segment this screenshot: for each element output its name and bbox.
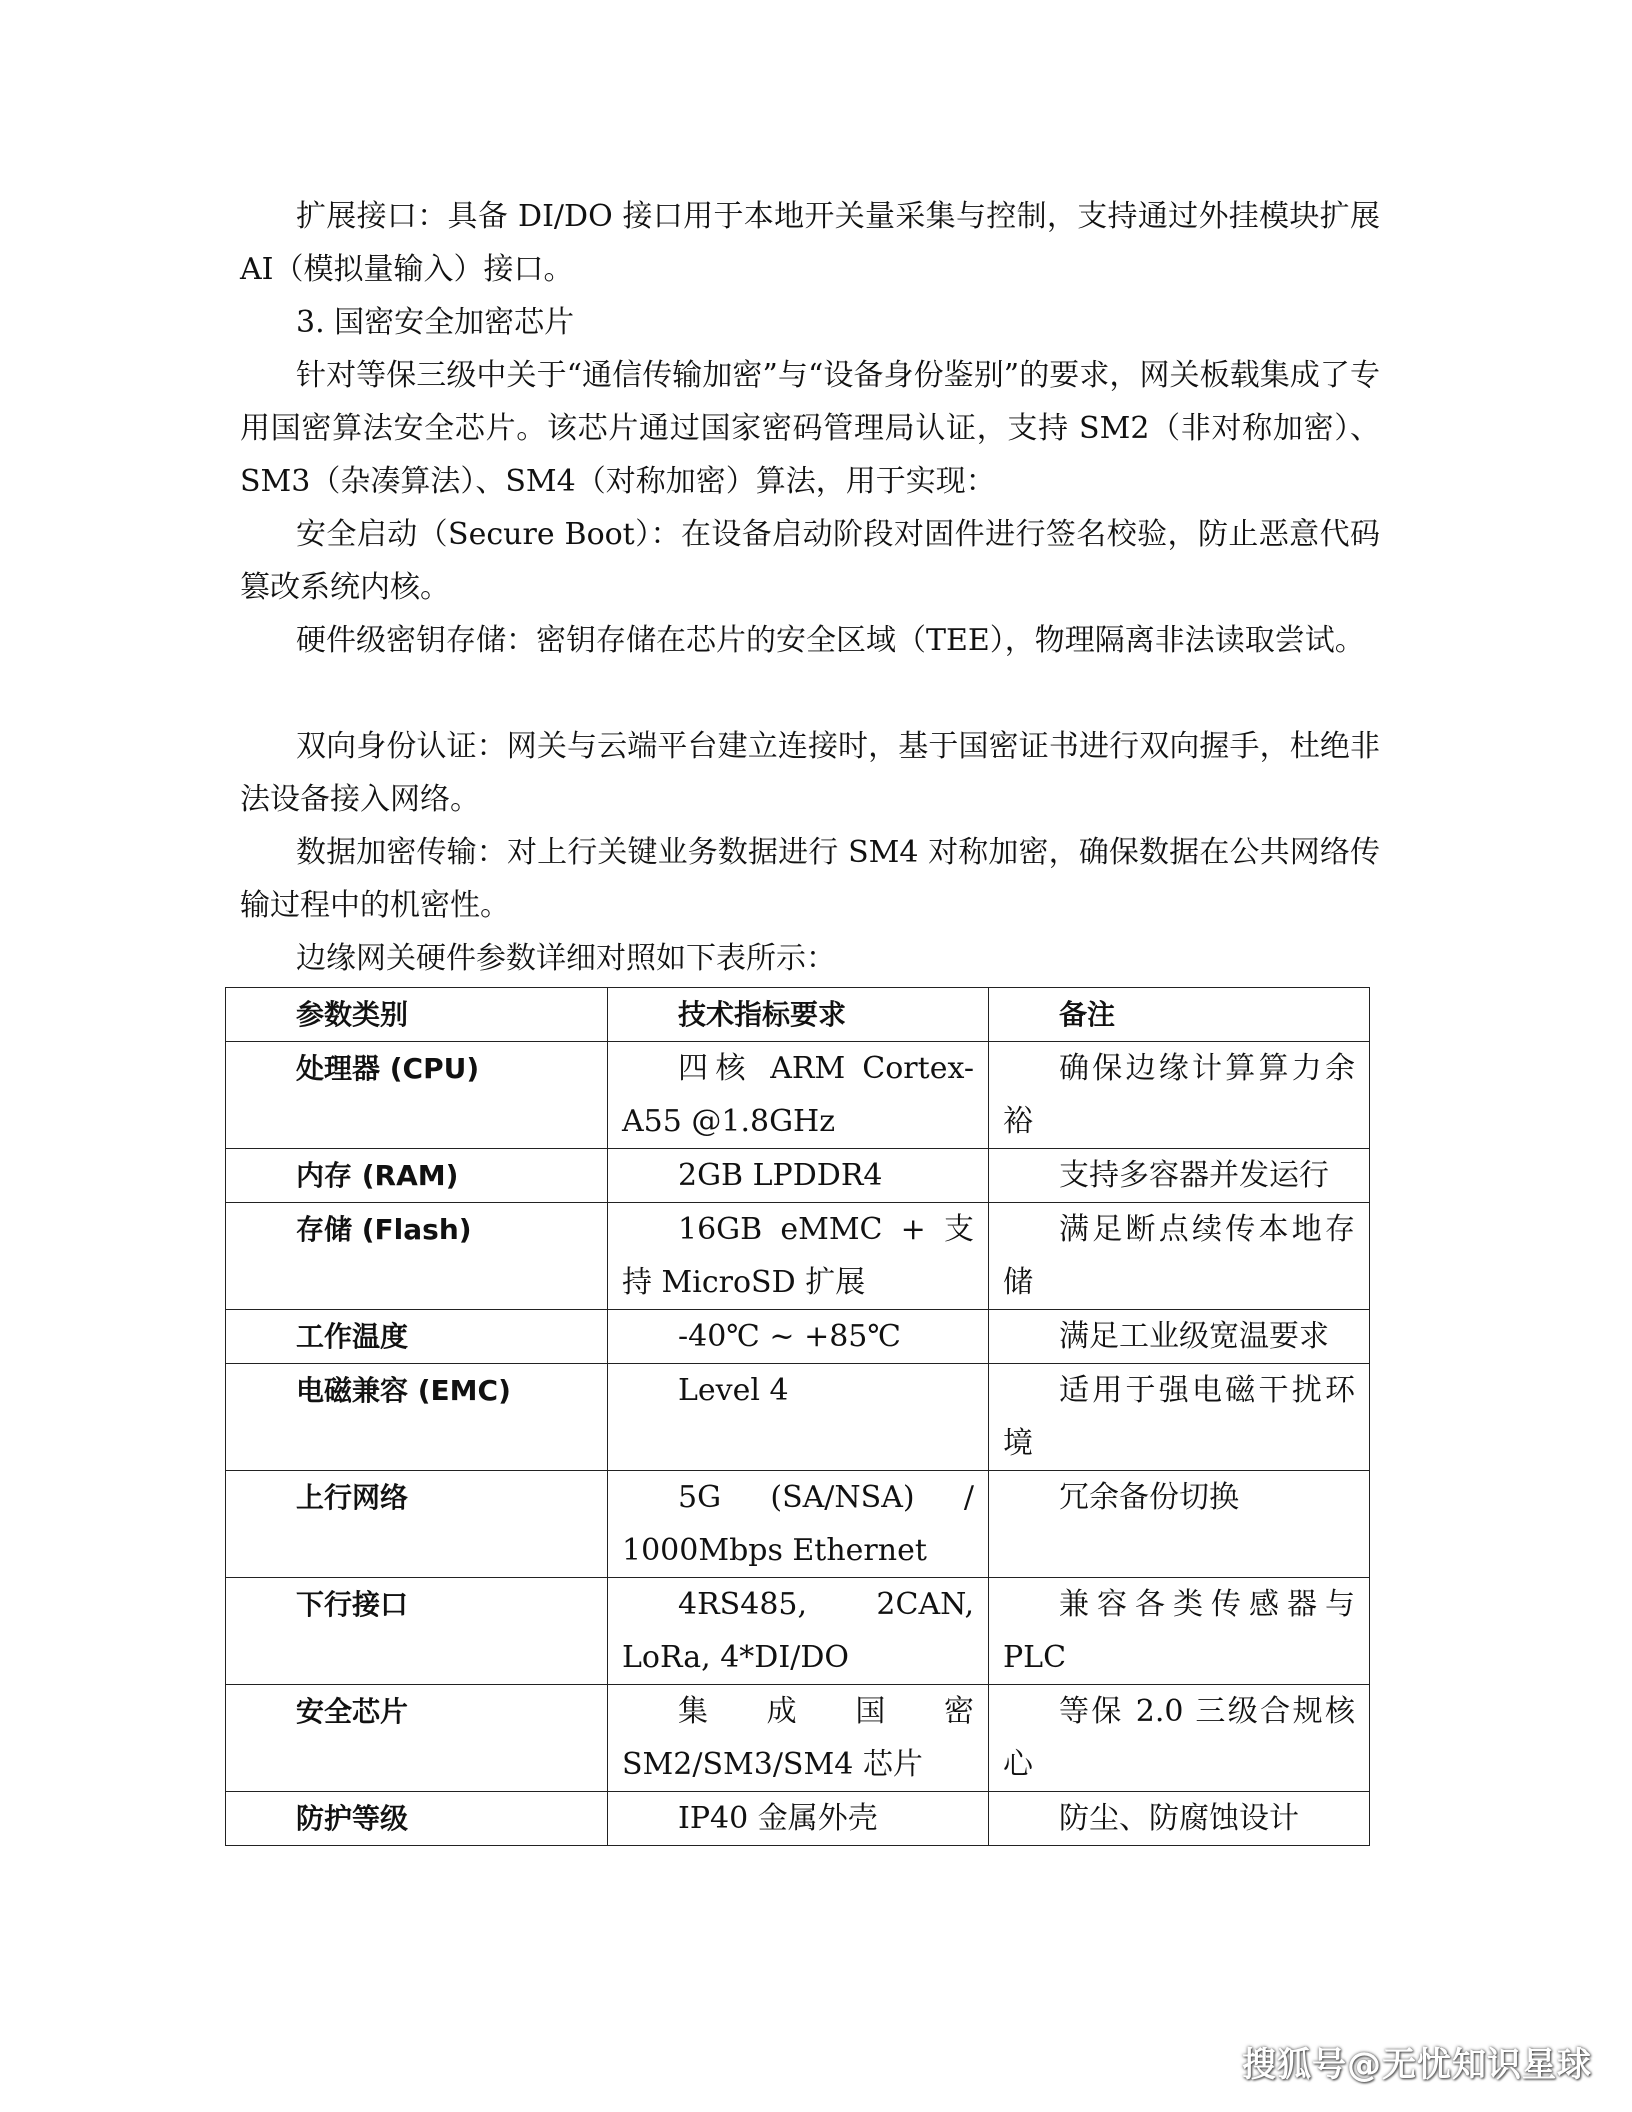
row-value: 4RS485, 2CAN, LoRa, 4*DI/DO xyxy=(608,1578,989,1685)
paragraph-data-encryption: 数据加密传输：对上行关键业务数据进行 SM4 对称加密，确保数据在公共网络传输过程中的机密性。 xyxy=(240,835,1380,923)
row-note: 满足断点续传本地存储 xyxy=(989,1203,1370,1310)
watermark: 搜狐号@无忧知识星球 xyxy=(1242,2045,1592,2085)
table-row xyxy=(226,1471,1370,1578)
paragraph-key-storage: 硬件级密钥存储：密钥存储在芯片的安全区域（TEE），物理隔离非法读取尝试。 xyxy=(296,623,1365,658)
row-value: 2GB LPDDR4 xyxy=(608,1149,989,1203)
row-note: 等保 2.0 三级合规核心 xyxy=(989,1685,1370,1792)
paragraph-expansion-interface: 扩展接口：具备 DI/DO 接口用于本地开关量采集与控制，支持通过外挂模块扩展 AI（模拟量输入）接口。 xyxy=(240,199,1380,287)
paragraph-secure-boot: 安全启动（Secure Boot）：在设备启动阶段对固件进行签名校验，防止恶意代码篡改系统内核。 xyxy=(240,517,1380,605)
paragraph-mutual-auth: 双向身份认证：网关与云端平台建立连接时，基于国密证书进行双向握手，杜绝非法设备接入网络。 xyxy=(240,729,1380,817)
table-row xyxy=(226,1792,1370,1846)
table-row xyxy=(226,1149,1370,1203)
table-row xyxy=(226,1042,1370,1149)
section-heading: 3. 国密安全加密芯片 xyxy=(296,305,575,340)
row-label: 安全芯片 xyxy=(226,1685,608,1792)
table-row xyxy=(226,1685,1370,1792)
table-row xyxy=(226,1203,1370,1310)
row-value: 16GB eMMC + 支持 MicroSD 扩展 xyxy=(608,1203,989,1310)
row-label: 内存 (RAM) xyxy=(226,1149,608,1203)
header-spec: 技术指标要求 xyxy=(608,988,989,1042)
row-note: 冗余备份切换 xyxy=(989,1471,1370,1578)
row-note: 支持多容器并发运行 xyxy=(989,1149,1370,1203)
header-category: 参数类别 xyxy=(226,988,608,1042)
row-value: -40℃ ~ +85℃ xyxy=(608,1310,989,1364)
header-note: 备注 xyxy=(989,988,1370,1042)
row-value: IP40 金属外壳 xyxy=(608,1792,989,1846)
row-note: 适用于强电磁干扰环境 xyxy=(989,1364,1370,1471)
table-header-row xyxy=(226,988,1370,1042)
row-label: 处理器 (CPU) xyxy=(226,1042,608,1149)
row-label: 电磁兼容 (EMC) xyxy=(226,1364,608,1471)
row-value: 集成国密 SM2/SM3/SM4 芯片 xyxy=(608,1685,989,1792)
row-label: 工作温度 xyxy=(226,1310,608,1364)
row-value: 5G (SA/NSA) / 1000Mbps Ethernet xyxy=(608,1471,989,1578)
row-note: 防尘、防腐蚀设计 xyxy=(989,1792,1370,1846)
table-row xyxy=(226,1310,1370,1364)
table-row xyxy=(226,1364,1370,1471)
row-label: 下行接口 xyxy=(226,1578,608,1685)
row-note: 确保边缘计算算力余裕 xyxy=(989,1042,1370,1149)
row-note: 兼容各类传感器与 PLC xyxy=(989,1578,1370,1685)
paragraph-intro: 针对等保三级中关于“通信传输加密”与“设备身份鉴别”的要求，网关板载集成了专用国密算法安全芯片。该芯片通过国家密码管理局认证，支持 SM2（非对称加密）、SM3（杂凑算法）、SM4（对称加密）算法，用于实现： xyxy=(240,358,1380,499)
row-label: 防护等级 xyxy=(226,1792,608,1846)
table-caption: 边缘网关硬件参数详细对照如下表所示： xyxy=(296,941,836,976)
row-note: 满足工业级宽温要求 xyxy=(989,1310,1370,1364)
row-value: Level 4 xyxy=(608,1364,989,1471)
hardware-spec-table xyxy=(225,987,1370,1846)
row-value: 四核 ARM Cortex-A55 @1.8GHz xyxy=(608,1042,989,1149)
row-label: 存储 (Flash) xyxy=(226,1203,608,1310)
row-label: 上行网络 xyxy=(226,1471,608,1578)
table-row xyxy=(226,1578,1370,1685)
